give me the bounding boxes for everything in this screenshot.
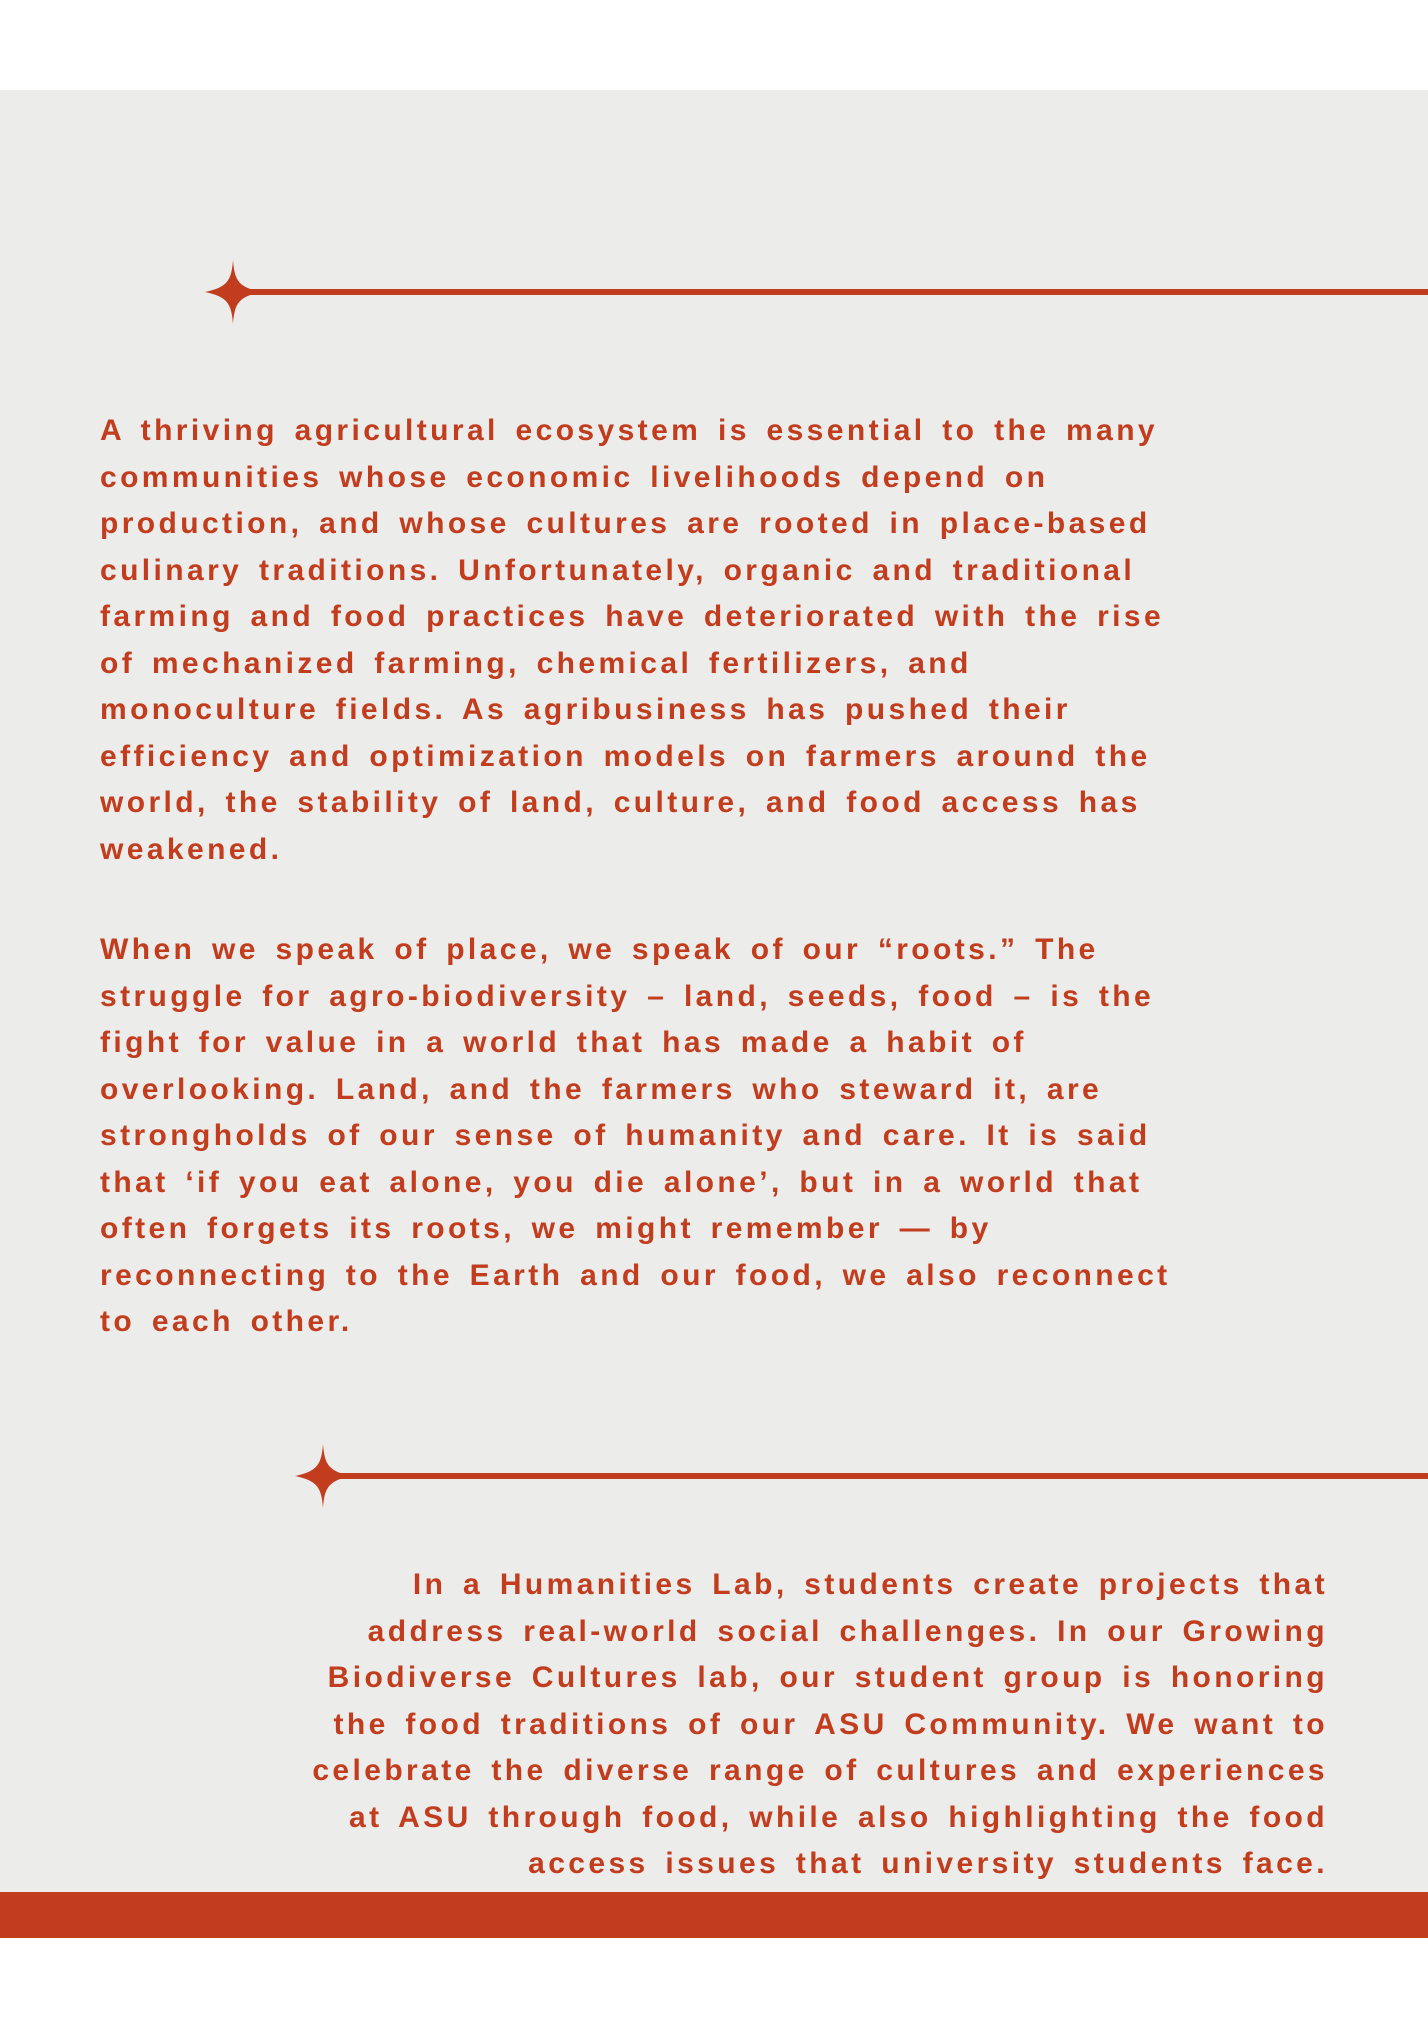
text-line: address real-world social challenges. In our Growing xyxy=(367,1614,1328,1648)
text-line: struggle for agro-biodiversity – land, seeds, food – is the xyxy=(100,979,1155,1013)
text-line: monoculture fields. As agribusiness has pushed their xyxy=(100,693,1071,726)
text-line: In a Humanities Lab, students create projects that xyxy=(412,1568,1328,1601)
text-line: celebrate the diverse range of cultures and experiences xyxy=(312,1754,1328,1787)
divider-line xyxy=(323,1473,1428,1479)
text-line: farming and food practices have deteriorated with the rise xyxy=(100,600,1165,633)
text-line: reconnecting to the Earth and our food, we also reconnect xyxy=(100,1258,1171,1292)
text-line: When we speak of place, we speak of our “roots.” The xyxy=(100,933,1099,966)
text-line: strongholds of our sense of humanity and care. It is said xyxy=(100,1119,1151,1152)
text-line: of mechanized farming, chemical fertilizers, and xyxy=(100,646,972,680)
content-panel xyxy=(0,90,1428,1892)
text-line: efficiency and optimization models on farmers around the xyxy=(100,739,1151,773)
section-divider-middle xyxy=(0,1444,1428,1508)
text-line: production, and whose cultures are rooted in place-based xyxy=(100,507,1151,540)
divider-line xyxy=(233,289,1428,295)
text-line: Biodiverse Cultures lab, our student group is honoring xyxy=(327,1661,1328,1694)
paragraph-agricultural-ecosystem xyxy=(100,408,1340,873)
paragraph-roots-and-place xyxy=(100,927,1340,1346)
section-divider-top xyxy=(0,260,1428,324)
text-line: fight for value in a world that has made a habit of xyxy=(100,1026,1027,1059)
text-line: A thriving agricultural ecosystem is essential to the many xyxy=(100,414,1159,447)
footer-accent-bar xyxy=(0,1892,1428,1938)
text-line: often forgets its roots, we might remember — by xyxy=(100,1212,992,1245)
paragraph-humanities-lab xyxy=(100,1562,1328,1888)
text-line: that ‘if you eat alone, you die alone’, but in a world that xyxy=(100,1165,1143,1199)
text-line: culinary traditions. Unfortunately, organic and traditional xyxy=(100,553,1136,587)
text-line: world, the stability of land, culture, and food access has xyxy=(100,786,1141,819)
text-line: weakened. xyxy=(100,832,283,866)
text-line: at ASU through food, while also highlighting the food xyxy=(349,1800,1328,1834)
text-line: access issues that university students face. xyxy=(528,1847,1328,1880)
text-line: to each other. xyxy=(100,1305,353,1338)
text-line: the food traditions of our ASU Community. We want to xyxy=(333,1707,1328,1741)
text-line: overlooking. Land, and the farmers who steward it, are xyxy=(100,1072,1103,1106)
text-line: communities whose economic livelihoods depend on xyxy=(100,460,1049,494)
